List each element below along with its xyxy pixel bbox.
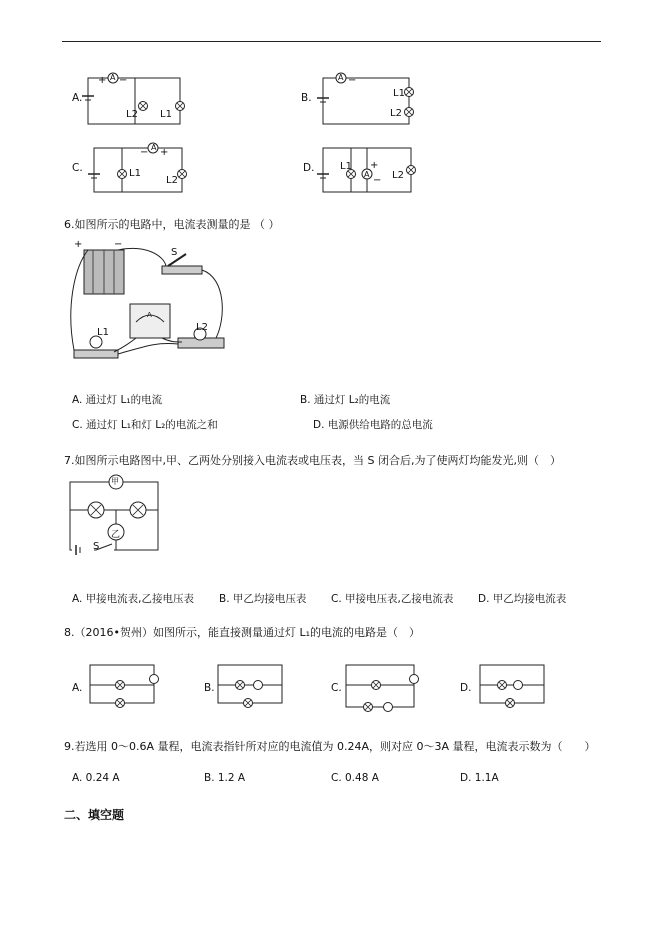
- minus-sign: −: [140, 147, 149, 158]
- circuit-diagram: [474, 657, 554, 715]
- l2-label: L2: [392, 170, 404, 181]
- circuit-diagram: [315, 68, 425, 130]
- ammeter-label: A: [147, 311, 152, 319]
- minus-sign: −: [348, 75, 357, 86]
- q6-option-c[interactable]: C. 通过灯 L₁和灯 L₂的电流之和: [72, 419, 218, 431]
- battery-minus-label: −: [114, 239, 123, 250]
- switch-label: S: [171, 247, 178, 258]
- q7-option-a[interactable]: A. 甲接电流表,乙接电压表: [72, 593, 195, 605]
- header-rule: [62, 41, 601, 42]
- option-label: A.: [72, 682, 83, 694]
- option-label: A.: [72, 92, 83, 104]
- battery-plus-label: +: [74, 239, 83, 250]
- l1-label: L1: [160, 109, 172, 120]
- l1-label: L1: [97, 327, 109, 338]
- q6-option-a[interactable]: A. 通过灯 L₁的电流: [72, 394, 163, 406]
- l2-label: L2: [390, 108, 402, 119]
- minus-sign: −: [119, 75, 128, 86]
- circuit-diagram: [80, 68, 190, 130]
- ammeter-symbol: A: [110, 73, 116, 82]
- ammeter-symbol: A: [364, 170, 370, 179]
- jia-label: 甲: [111, 477, 119, 486]
- option-label: D.: [303, 162, 315, 174]
- plus-sign: +: [370, 160, 379, 171]
- q7-option-c[interactable]: C. 甲接电压表,乙接电流表: [331, 593, 454, 605]
- option-label: C.: [72, 162, 83, 174]
- yi-label: 乙: [111, 530, 121, 540]
- question-7: 7.如图所示电路图中,甲、乙两处分别接入电流表或电压表，当 S 闭合后,为了使两灯均能发光,则（ ）: [64, 454, 561, 467]
- option-label: D.: [460, 682, 472, 694]
- section-heading: 二、填空题: [64, 808, 125, 822]
- l2-label: L2: [196, 322, 208, 333]
- question-9: 9.若选用 0～0.6A 量程，电流表指针所对应的电流值为 0.24A，则对应 0～3A 量程，电流表示数为（ ）: [64, 740, 596, 753]
- q6-option-b[interactable]: B. 通过灯 L₂的电流: [300, 394, 391, 406]
- ammeter-symbol: A: [338, 73, 344, 82]
- circuit-diagram: [212, 657, 292, 715]
- l2-label: L2: [126, 109, 138, 120]
- option-label: C.: [331, 682, 342, 694]
- minus-sign: −: [373, 175, 382, 186]
- question-6: 6.如图所示的电路中，电流表测量的是 （ ）: [64, 218, 280, 231]
- l1-label: L1: [129, 168, 141, 179]
- q9-option-b[interactable]: B. 1.2 A: [204, 772, 246, 784]
- q7-option-b[interactable]: B. 甲乙均接电压表: [219, 593, 307, 605]
- q6-option-d[interactable]: D. 电源供给电路的总电流: [313, 419, 433, 431]
- option-label: B.: [204, 682, 215, 694]
- plus-sign: +: [98, 75, 107, 86]
- q7-option-d[interactable]: D. 甲乙均接电流表: [478, 593, 567, 605]
- l1-label: L1: [340, 161, 352, 172]
- circuit-diagram: [84, 657, 164, 715]
- l2-label: L2: [166, 175, 178, 186]
- plus-sign: +: [160, 147, 169, 158]
- option-label: B.: [301, 92, 312, 104]
- l1-label: L1: [393, 88, 405, 99]
- q9-option-a[interactable]: A. 0.24 A: [72, 772, 120, 784]
- question-8: 8.（2016•贺州）如图所示，能直接测量通过灯 L₁的电流的电路是（ ）: [64, 626, 421, 639]
- q6-physical-circuit-figure: [66, 238, 234, 368]
- q9-option-c[interactable]: C. 0.48 A: [331, 772, 379, 784]
- switch-label: S: [93, 541, 100, 552]
- circuit-diagram: [340, 657, 420, 719]
- q9-option-d[interactable]: D. 1.1A: [460, 772, 499, 784]
- ammeter-symbol: A: [151, 143, 157, 152]
